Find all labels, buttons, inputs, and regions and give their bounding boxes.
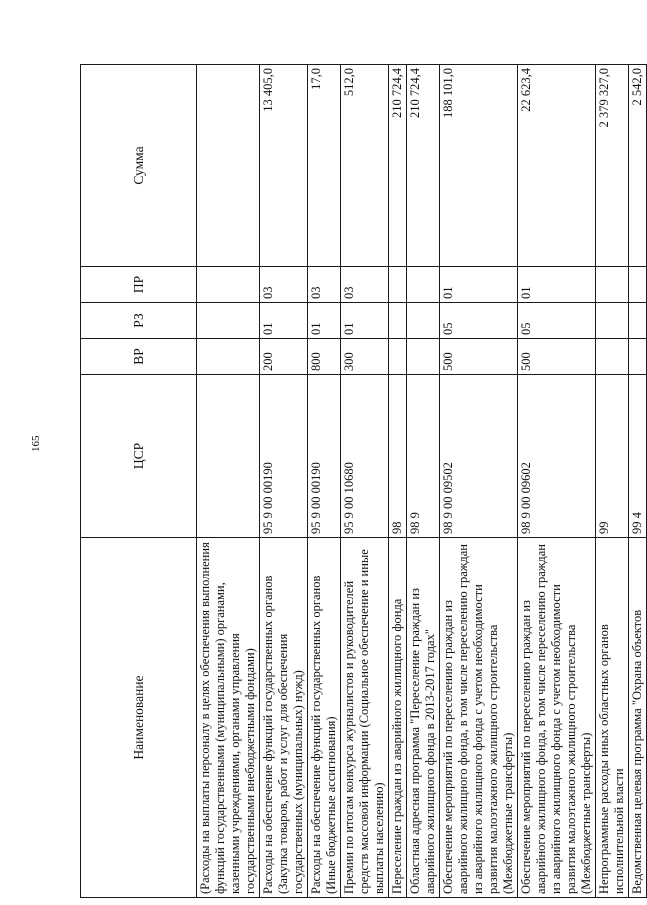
table-header-row — [81, 65, 197, 898]
cell-sum — [197, 65, 260, 267]
cell-sum: 188 101,0 — [440, 65, 518, 267]
cell-name: Ведомственная целевая программа "Охрана объектов — [629, 538, 647, 898]
header-name: Наименование — [81, 538, 197, 898]
cell-csr: 95 9 00 00190 — [308, 375, 341, 538]
cell-name: Расходы на обеспечение функций государственных органов (Закупка товаров, работ и услуг для обеспечения государственных (муниципальных) нужд) — [260, 538, 308, 898]
cell-pr: 03 — [260, 267, 308, 303]
cell-sum: 13 405,0 — [260, 65, 308, 267]
cell-vr: 800 — [308, 339, 341, 375]
cell-csr: 98 — [389, 375, 407, 538]
cell-sum: 2 542,0 — [629, 65, 647, 267]
cell-rz — [629, 303, 647, 339]
cell-rz: 05 — [518, 303, 596, 339]
table-row — [596, 65, 629, 898]
cell-sum: 512,0 — [341, 65, 389, 267]
cell-vr — [407, 339, 440, 375]
header-vr: ВР — [81, 339, 197, 375]
cell-pr — [629, 267, 647, 303]
cell-rz: 01 — [260, 303, 308, 339]
cell-pr — [596, 267, 629, 303]
cell-pr: 03 — [308, 267, 341, 303]
cell-sum: 210 724,4 — [407, 65, 440, 267]
cell-rz: 05 — [440, 303, 518, 339]
page-number: 165 — [30, 435, 42, 452]
cell-pr — [407, 267, 440, 303]
cell-name: Обеспечение мероприятий по переселению граждан из аварийного жилищного фонда, в том числе переселению граждан из аварийного жилищного фонда с учетом необходимости развития малоэтажного жилищного строительства (Межбюджетные трансферты) — [440, 538, 518, 898]
cell-sum: 22 623,4 — [518, 65, 596, 267]
cell-sum: 17,0 — [308, 65, 341, 267]
table-row — [341, 65, 389, 898]
cell-name: Обеспечение мероприятий по переселению граждан из аварийного жилищного фонда, в том числе переселению граждан из аварийного жилищного фонда с учетом необходимости развития малоэтажного жилищного строительства (Межбюджетные трансферты) — [518, 538, 596, 898]
table-row — [407, 65, 440, 898]
cell-rz — [596, 303, 629, 339]
table-row — [389, 65, 407, 898]
cell-pr: 01 — [518, 267, 596, 303]
cell-csr: 95 9 00 00190 — [260, 375, 308, 538]
header-rz: РЗ — [81, 303, 197, 339]
cell-vr — [596, 339, 629, 375]
cell-name: Переселение граждан из аварийного жилищного фонда — [389, 538, 407, 898]
cell-name: Премии по итогам конкурса журналистов и руководителей средств массовой информации (Социальное обеспечение и иные выплаты населению) — [341, 538, 389, 898]
cell-rz: 01 — [308, 303, 341, 339]
cell-pr: 01 — [440, 267, 518, 303]
cell-vr — [197, 339, 260, 375]
cell-sum: 2 379 327,0 — [596, 65, 629, 267]
cell-csr: 98 9 00 09502 — [440, 375, 518, 538]
rotated-table-wrapper — [80, 65, 644, 898]
cell-vr — [629, 339, 647, 375]
table-row — [518, 65, 596, 898]
cell-pr — [197, 267, 260, 303]
cell-csr — [197, 375, 260, 538]
cell-rz — [197, 303, 260, 339]
cell-vr — [389, 339, 407, 375]
cell-vr: 300 — [341, 339, 389, 375]
table-row — [440, 65, 518, 898]
header-csr: ЦСР — [81, 375, 197, 538]
table-row — [197, 65, 260, 898]
cell-name: Областная адресная программа "Переселение граждан из аварийного жилищного фонда в 2013-2017 годах" — [407, 538, 440, 898]
cell-csr: 95 9 00 10680 — [341, 375, 389, 538]
cell-csr: 99 — [596, 375, 629, 538]
cell-rz — [407, 303, 440, 339]
cell-name: Расходы на обеспечение функций государственных органов (Иные бюджетные ассигнования) — [308, 538, 341, 898]
table-body — [197, 65, 647, 898]
cell-sum: 210 724,4 — [389, 65, 407, 267]
header-sum: Сумма — [81, 65, 197, 267]
cell-csr: 99 4 — [629, 375, 647, 538]
table-row — [629, 65, 647, 898]
cell-name: Непрограммные расходы иных областных органов исполнительной власти — [596, 538, 629, 898]
cell-csr: 98 9 00 09602 — [518, 375, 596, 538]
cell-name: (Расходы на выплаты персоналу в целях обеспечения выполнения функций государственными (муниципальными) органами, казенными учреждениями, органами управления государственными внебюджетными фондами) — [197, 538, 260, 898]
cell-pr — [389, 267, 407, 303]
cell-vr: 500 — [518, 339, 596, 375]
budget-table — [80, 64, 647, 898]
table-row — [260, 65, 308, 898]
cell-vr: 200 — [260, 339, 308, 375]
cell-pr: 03 — [341, 267, 389, 303]
cell-rz: 01 — [341, 303, 389, 339]
header-pr: ПР — [81, 267, 197, 303]
cell-vr: 500 — [440, 339, 518, 375]
table-row — [308, 65, 341, 898]
cell-csr: 98 9 — [407, 375, 440, 538]
cell-rz — [389, 303, 407, 339]
